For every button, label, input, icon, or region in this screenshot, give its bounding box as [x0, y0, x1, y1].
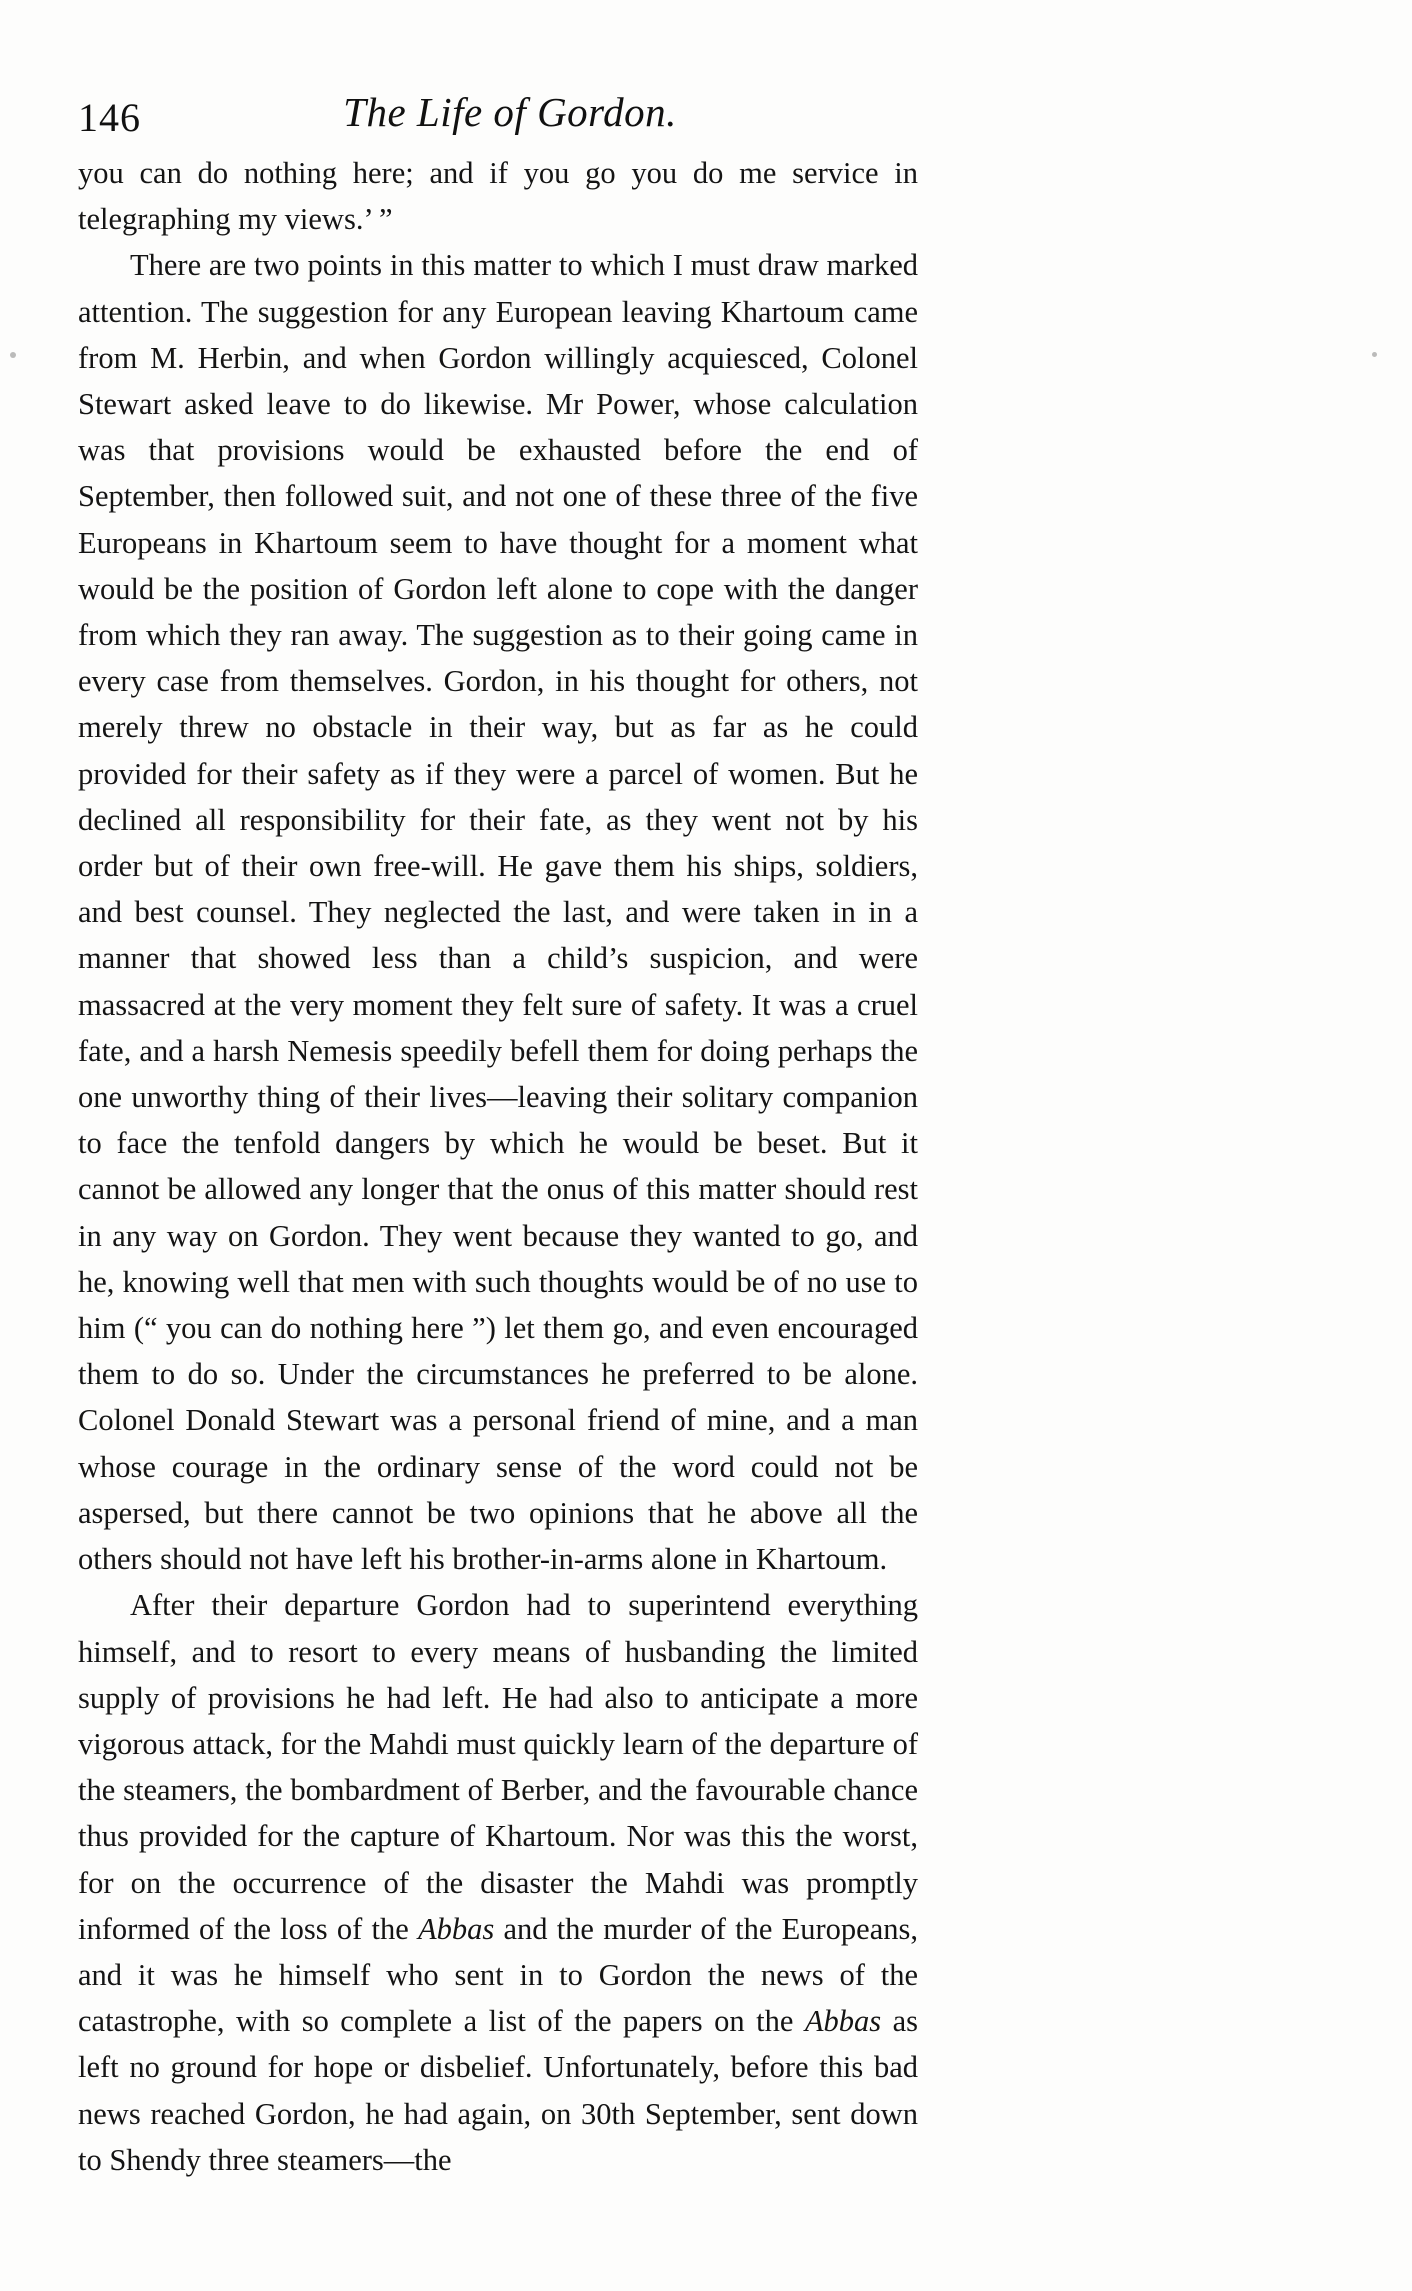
text-run: you can do nothing here; and if you go you do me service in telegraphing my views.’ ” — [78, 156, 918, 237]
page-number: 146 — [78, 95, 141, 140]
text-run: There are two points in this matter to which I must draw marked attention. The suggestion for any European leaving Khartoum came from M. Herbin, and when Gordon willingly acquiesced, Colonel Stewart asked leave to do likewise. Mr Power, whose calculation was that provisions would be exhausted before the end of September, then followed suit, and not one of these three of the five Europeans in Khartoum seem to have thought for a moment what would be the position of Gordon left alone to cope with the danger from which they ran away. The suggestion as to their going came in every case from themselves. Gordon, in his thought for others, not merely threw no obstacle in their way, but as far as he could provided for their safety as if they were a parcel of women. But he declined all responsibility for their fate, as they went not by his order but of their own free-will. He gave them his ships, soldiers, and best counsel. They neglected the last, and were taken in in a manner that showed less than a child’s suspicion, and were massacred at the very moment they felt sure of safety. It was a cruel fate, and a harsh Nemesis speedily befell them for doing perhaps the one unworthy thing of their lives—leaving their solitary companion to face the tenfold dangers by which he would be beset. But it cannot be allowed any longer that the onus of this matter should rest in any way on Gordon. They went because they wanted to go, and he, knowing well that men with such thoughts would be of no use to him (“ you can do nothing here ”) let them go, and even encouraged them to do so. Under the circumstances he preferred to be alone. Colonel Donald Stewart was a personal friend of mine, and a man whose courage in the ordinary sense of the word could not be aspersed, but there cannot be two opinions that he above all the others should not have left his brother-in-arms alone in Khartoum. — [78, 248, 918, 1577]
paragraph — [78, 1582, 918, 2183]
italic-text: Abbas — [417, 1911, 495, 1946]
body-text — [78, 150, 918, 2183]
paragraph — [78, 150, 918, 242]
text-run: as left no ground for hope or disbelief. Unfortunately, before this bad news reached Gordon, he had again, on 30th September, sent down to Shendy three steamers—the — [78, 2004, 918, 2177]
page-header — [0, 48, 1412, 140]
print-speck — [10, 352, 16, 358]
print-speck — [1372, 352, 1377, 357]
text-run: and the murder of the Europeans, and it was he himself who sent in to Gordon the news of the catastrophe, with so complete a list of the papers on the — [78, 1911, 918, 2039]
text-run: After their departure Gordon had to superintend everything himself, and to resort to every means of husbanding the limited supply of provisions he had left. He had also to anticipate a more vigorous attack, for the Mahdi must quickly learn of the departure of the steamers, the bombardment of Berber, and the favourable chance thus provided for the capture of Khartoum. Nor was this the worst, for on the occurrence of the disaster the Mahdi was promptly informed of the loss of the — [78, 1588, 918, 1946]
italic-text: Abbas — [804, 2004, 882, 2039]
paragraph — [78, 242, 918, 1582]
running-title: The Life of Gordon. — [343, 89, 677, 135]
